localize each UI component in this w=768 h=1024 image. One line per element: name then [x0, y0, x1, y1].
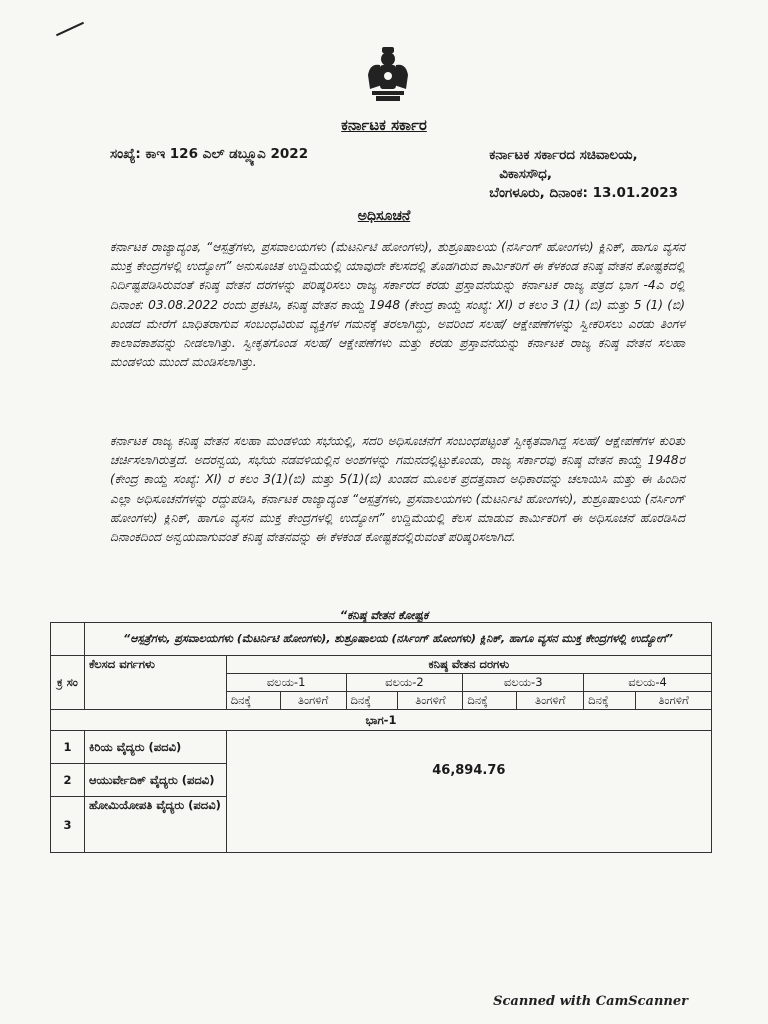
per-day: ದಿನಕ್ಕೆ [584, 692, 636, 710]
pen-mark [56, 22, 84, 36]
office-line-3: ಬೆಂಗಳೂರು, ದಿನಾಂಕ: 13.01.2023 [489, 185, 678, 201]
row-category: ಆಯುರ್ವೇದಿಕ್ ವೈದ್ಯರು (ಪದವಿ) [84, 764, 226, 797]
industry-title: “ಆಸ್ಪತ್ರೆಗಳು, ಪ್ರಸವಾಲಯಗಳು (ಮೆಟರ್ನಿಟಿ ಹೋಂಗಳು), ಶುಶ್ರೂಷಾಲಯ (ನರ್ಸಿಂಗ್ ಹೋಂಗಳು) ಕ್ಲಿನಿಕ್, ಹಾಗೂ ವ್ಯಸನ ಮುಕ್ತ ಕೇಂದ್ರಗಳಲ್ಲಿ ಉದ್ಯೋಗ” [84, 623, 711, 656]
office-line-2: ವಿಕಾಸಸೌಧ, [499, 166, 552, 182]
office-line-1: ಕರ್ನಾಟಕ ಸರ್ಕಾರದ ಸಚಿವಾಲಯ, [489, 147, 638, 163]
zone-3: ವಲಯ-3 [463, 674, 584, 692]
karnataka-emblem-icon [360, 45, 416, 103]
row-category: ಕಿರಿಯ ವೈದ್ಯರು (ಪದವಿ) [84, 731, 226, 764]
paragraph-2: ಕರ್ನಾಟಕ ರಾಜ್ಯ ಕನಿಷ್ಠ ವೇತನ ಸಲಹಾ ಮಂಡಳಿಯ ಸಭೆಯಲ್ಲಿ, ಸದರಿ ಅಧಿಸೂಚನೆಗೆ ಸಂಬಂಧಪಟ್ಟಂತೆ ಸ್ವೀಕೃತವಾಗಿದ್ದ ಸಲಹೆ/ ಆಕ್ಷೇಪಣೆಗಳ ಕುರಿತು ಚರ್ಚಿಸಲಾಗಿರುತ್ತದೆ. ಅದರನ್ವಯ, ಸಭೆಯ ನಡವಳಿಯಲ್ಲಿನ ಅಂಶಗಳನ್ನು ಗಮನದಲ್ಲಿಟ್ಟುಕೊಂಡು, ರಾಜ್ಯ ಸರ್ಕಾರವು ಕನಿಷ್ಠ ವೇತನ ಕಾಯ್ದೆ 1948ರ (ಕೇಂದ್ರ ಕಾಯ್ದೆ ಸಂಖ್ಯೆ: XI) ರ ಕಲಂ 3(1)(ಬಿ) ಮತ್ತು 5(1)(ಬಿ) ಖಂಡದ ಮೂಲಕ ಪ್ರದತ್ತವಾದ ಅಧಿಕಾರವನ್ನು ಚಲಾಯಿಸಿ ಮತ್ತು ಈ ಹಿಂದಿನ ಎಲ್ಲಾ ಅಧಿಸೂಚನೆಗಳನ್ನು ರದ್ದುಪಡಿಸಿ, ಕರ್ನಾಟಕ ರಾಜ್ಯಾದ್ಯಂತ “ಆಸ್ಪತ್ರೆಗಳು, ಪ್ರಸವಾಲಯಗಳು (ಮೆಟರ್ನಿಟಿ ಹೋಂಗಳು), ಶುಶ್ರೂಷಾಲಯ (ನರ್ಸಿಂಗ್ ಹೋಂಗಳು) ಕ್ಲಿನಿಕ್, ಹಾಗೂ ವ್ಯಸನ ಮುಕ್ತ ಕೇಂದ್ರಗಳಲ್ಲಿ ಉದ್ಯೋಗ” ಉದ್ದಿಮೆಯಲ್ಲಿ ಕೆಲಸ ಮಾಡುವ ಕಾರ್ಮಿಕರಿಗೆ ಈ ಅಧಿಸೂಚನೆ ಹೊರಡಿಸಿದ ದಿನಾಂಕದಿಂದ ಅನ್ವಯವಾಗುವಂತೆ ಕನಿಷ್ಠ ವೇತನವನ್ನು ಈ ಕೆಳಕಂಡ ಕೋಷ್ಟಕದಲ್ಲಿರುವಂತೆ ಪರಿಷ್ಕರಿಸಲಾಗಿದೆ. [110, 434, 685, 545]
wage-value: 46,894.76 [226, 731, 711, 853]
part-label: ಭಾಗ-1 [51, 710, 712, 731]
government-title: ಕರ್ನಾಟಕ ಸರ್ಕಾರ [341, 116, 427, 134]
per-day: ದಿನಕ್ಕೆ [226, 692, 280, 710]
col-serial: ಕ್ರ ಸಂ [51, 656, 85, 710]
per-day: ದಿನಕ್ಕೆ [463, 692, 517, 710]
row-number: 3 [51, 797, 85, 853]
zone-4: ವಲಯ-4 [584, 674, 712, 692]
per-month: ತಿಂಗಳಿಗೆ [517, 692, 584, 710]
scanner-watermark: Scanned with CamScanner [493, 994, 688, 1009]
reference-number: ಸಂಖ್ಯೆ: ಕಾಇ 126 ಎಲ್ ಡಬ್ಲ್ಯೂಎ 2022 [110, 146, 309, 162]
paragraph-1: ಕರ್ನಾಟಕ ರಾಜ್ಯಾದ್ಯಂತ, “ಆಸ್ಪತ್ರೆಗಳು, ಪ್ರಸವಾಲಯಗಳು (ಮೆಟರ್ನಿಟಿ ಹೋಂಗಳು), ಶುಶ್ರೂಷಾಲಯ (ನರ್ಸಿಂಗ್ ಹೋಂಗಳು) ಕ್ಲಿನಿಕ್, ಹಾಗೂ ವ್ಯಸನ ಮುಕ್ತ ಕೇಂದ್ರಗಳಲ್ಲಿ ಉದ್ಯೋಗ” ಅನುಸೂಚಿತ ಉದ್ದಿಮೆಯಲ್ಲಿ ಯಾವುದೇ ಕೆಲಸದಲ್ಲಿ ತೊಡಗಿರುವ ಕಾರ್ಮಿಕರಿಗೆ ಈ ಕೆಳಕಂಡ ಕನಿಷ್ಠ ವೇತನ ಕೋಷ್ಟಕದಲ್ಲಿ ನಿರ್ದಿಷ್ಟಪಡಿಸಿರುವಂತೆ ಕನಿಷ್ಠ ವೇತನ ದರಗಳನ್ನು ಪರಿಷ್ಕರಿಸಲು ರಾಜ್ಯ ಸರ್ಕಾರದ ಕರಡು ಪ್ರಸ್ತಾವನೆಯನ್ನು ಕರ್ನಾಟಕ ರಾಜ್ಯ ಪತ್ರದ ಭಾಗ -4ಎ ರಲ್ಲಿ ದಿನಾಂಕ: 03.08.2022 ರಂದು ಪ್ರಕಟಿಸಿ, ಕನಿಷ್ಠ ವೇತನ ಕಾಯ್ದೆ 1948 (ಕೇಂದ್ರ ಕಾಯ್ದೆ ಸಂಖ್ಯೆ: XI) ರ ಕಲಂ 3 (1) (ಬಿ) ಮತ್ತು 5 (1) (ಬಿ) ಖಂಡದ ಮೇರೆಗೆ ಬಾಧಿತರಾಗುವ ಸಂಬಂಧವಿರುವ ವ್ಯಕ್ತಿಗಳ ಗಮನಕ್ಕೆ ತರಲಾಗಿದ್ದು, ಅವರಿಂದ ಸಲಹೆ/ ಆಕ್ಷೇಪಣೆಗಳನ್ನು ಸ್ವೀಕರಿಸಲು ಎರಡು ತಿಂಗಳ ಕಾಲಾವಕಾಶವನ್ನು ನೀಡಲಾಗಿತ್ತು. ಸ್ವೀಕೃತಗೊಂಡ ಸಲಹೆ/ ಆಕ್ಷೇಪಣೆಗಳು ಮತ್ತು ಕರಡು ಪ್ರಸ್ತಾವನೆಯನ್ನು ಕರ್ನಾಟಕ ರಾಜ್ಯ ಕನಿಷ್ಠ ವೇತನ ಸಲಹಾ ಮಂಡಳಿಯ ಮುಂದೆ ಮಂಡಿಸಲಾಗಿತ್ತು. [110, 240, 685, 370]
per-month: ತಿಂಗಳಿಗೆ [280, 692, 346, 710]
row-number: 2 [51, 764, 85, 797]
row-category: ಹೋಮಿಯೋಪತಿ ವೈದ್ಯರು (ಪದವಿ) [84, 797, 226, 853]
zone-2: ವಲಯ-2 [346, 674, 463, 692]
row-number: 1 [51, 731, 85, 764]
per-day: ದಿನಕ್ಕೆ [346, 692, 398, 710]
office-address [489, 146, 678, 203]
per-month: ತಿಂಗಳಿಗೆ [398, 692, 463, 710]
col-category: ಕೆಲಸದ ವರ್ಗಗಳು [84, 656, 226, 710]
notification-title: ಅಧಿಸೂಚನೆ [357, 208, 411, 224]
per-month: ತಿಂಗಳಿಗೆ [636, 692, 712, 710]
col-rates: ಕನಿಷ್ಠ ವೇತನ ದರಗಳು [226, 656, 711, 674]
zone-1: ವಲಯ-1 [226, 674, 346, 692]
minimum-wage-table [50, 622, 712, 853]
table-caption: “ಕನಿಷ್ಠ ವೇತನ ಕೋಷ್ಟಕ [339, 608, 429, 622]
